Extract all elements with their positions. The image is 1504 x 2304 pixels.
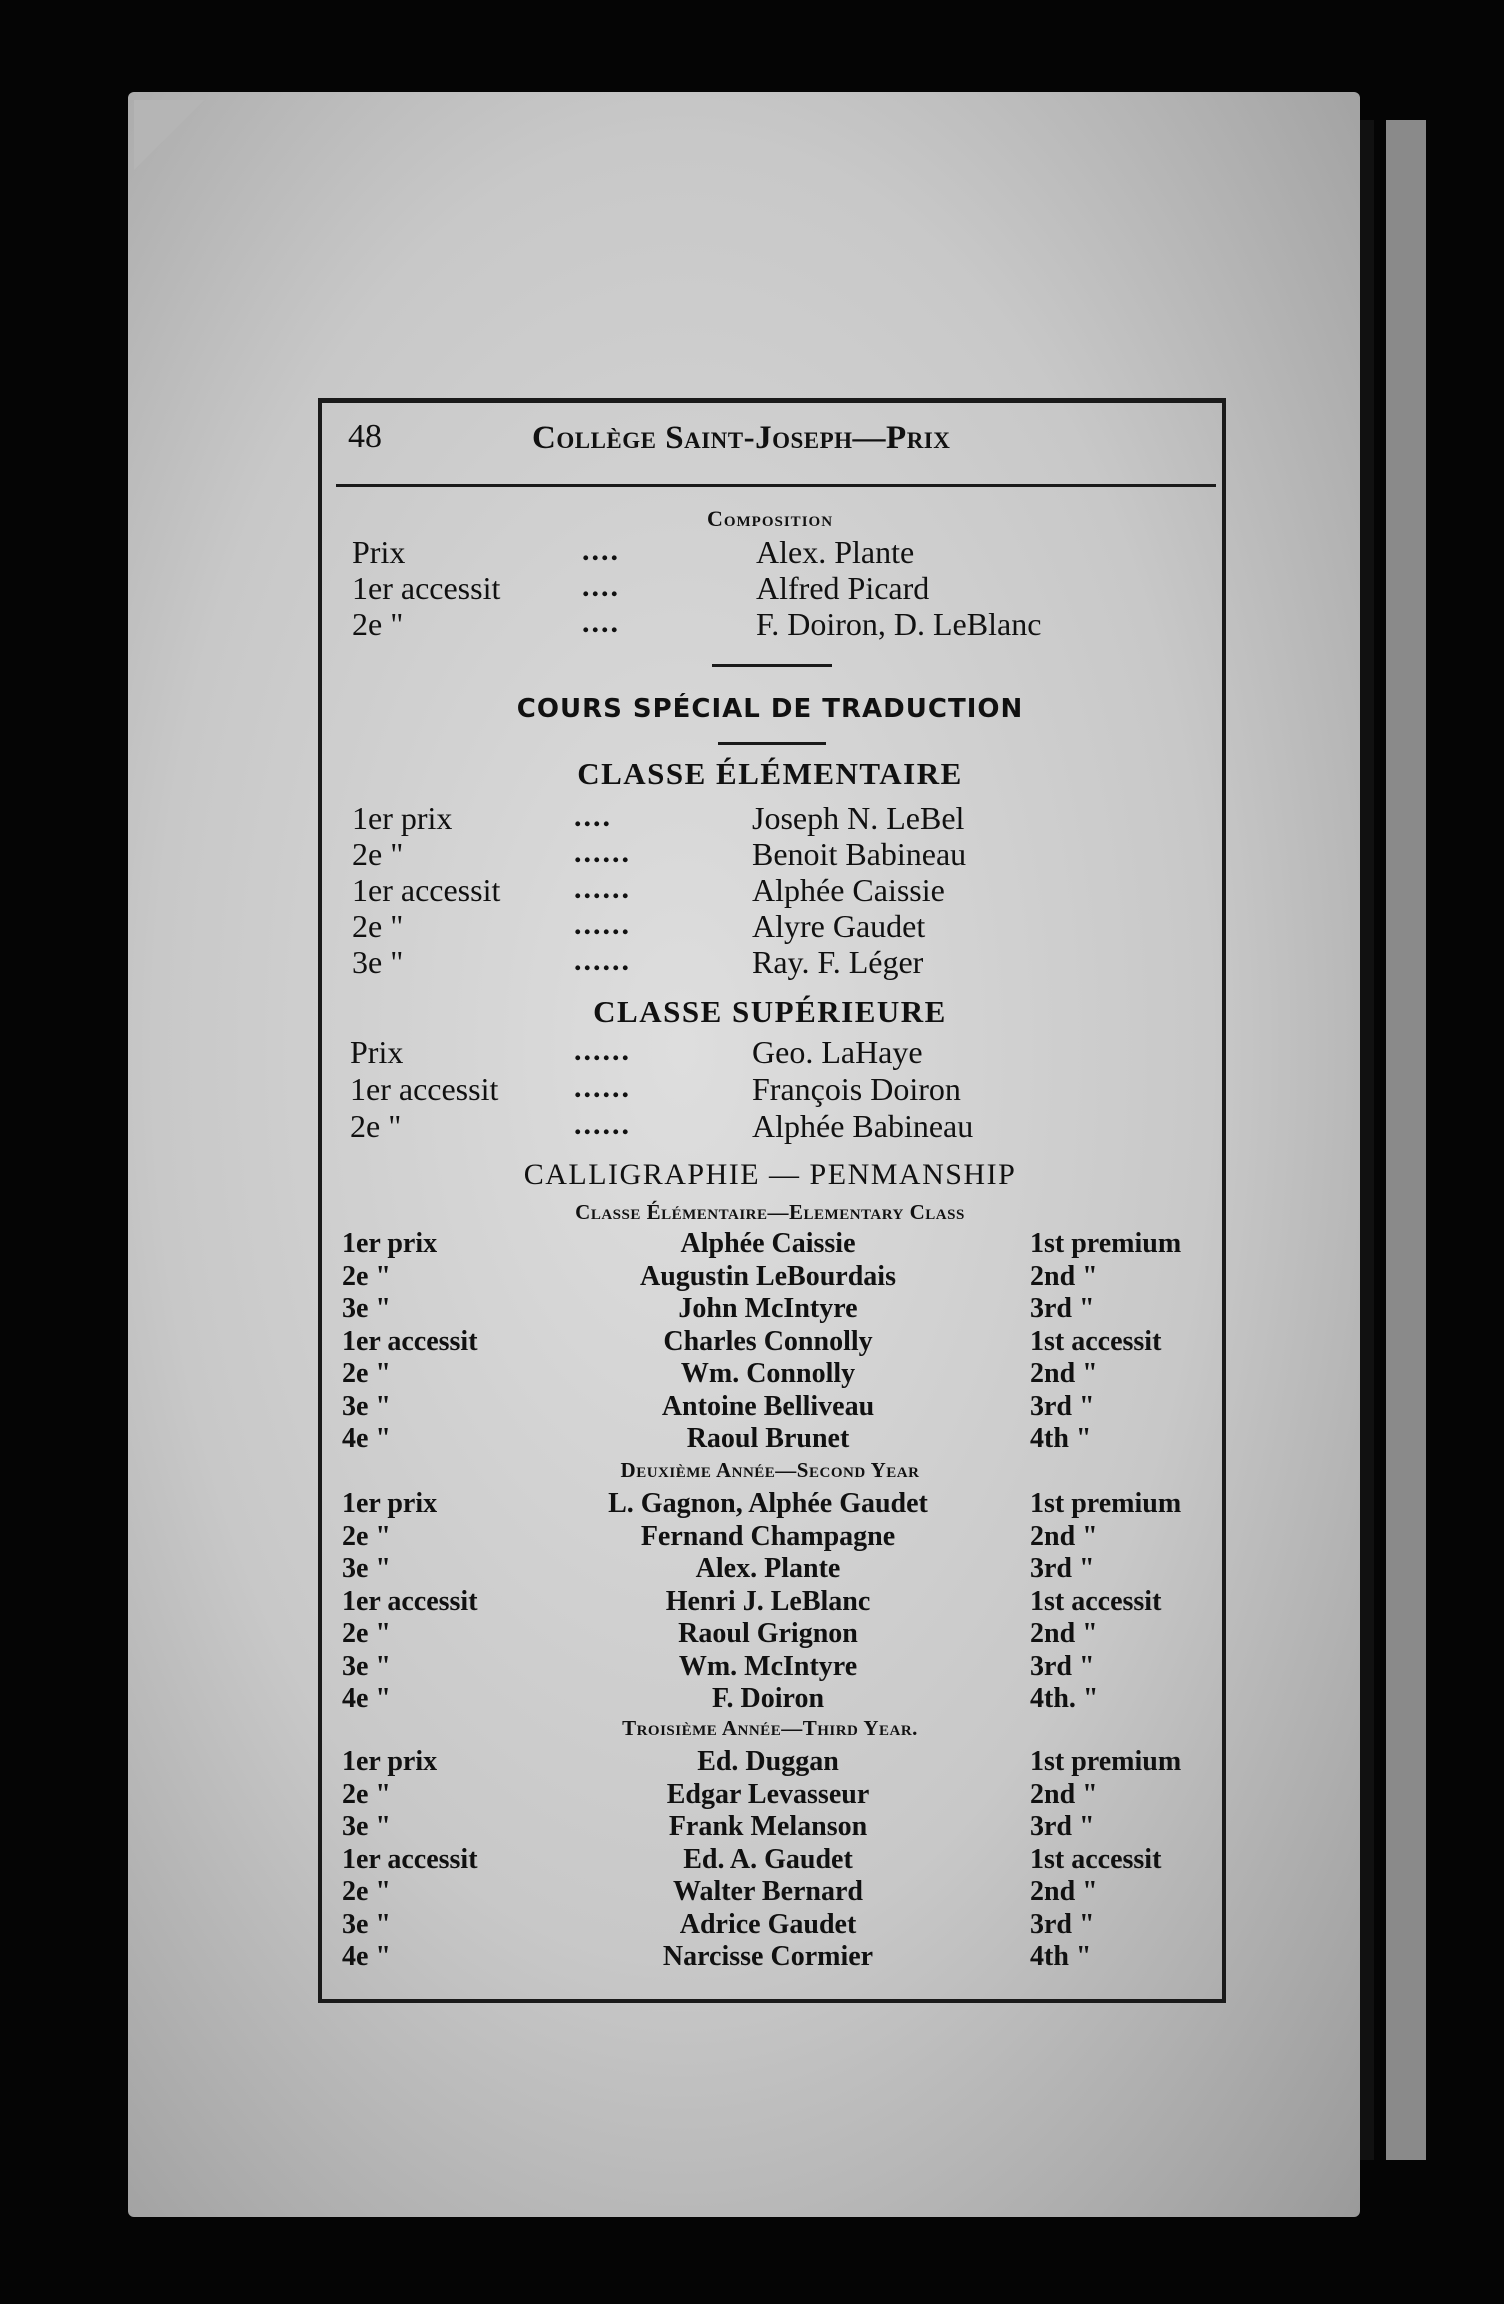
rank-label: 2e " [352,908,404,944]
rank-label: Prix [350,1034,404,1070]
english-rank: 2nd " [1030,1779,1098,1810]
leader-dots: .... [582,606,620,639]
calligraphy-class-heading: Classe Élémentaire—Elementary Class [575,1200,965,1224]
leader-dots: ...... [574,872,631,905]
english-rank: 2nd " [1030,1618,1098,1649]
section-heading-calligraphie: CALLIGRAPHIE — PENMANSHIP [523,1158,1017,1191]
next-page-edge [1386,120,1426,2160]
leader-dots: ...... [574,1034,631,1067]
rank-label: 1er accessit [352,872,501,908]
winner-name: Raoul Brunet [686,1423,850,1454]
winner-name: Alyre Gaudet [752,908,926,944]
rank-label: 2e " [342,1618,391,1649]
page-number: 48 [348,418,382,455]
winner-name: Raoul Grignon [678,1618,858,1649]
calligraphy-class-heading: Troisième Année—Third Year. [622,1716,918,1740]
english-rank: 2nd " [1030,1521,1098,1552]
winner-name: Alphée Caissie [752,872,945,908]
running-title: Collège Saint-Joseph—Prix [532,420,951,456]
rank-label: 1er accessit [350,1071,499,1107]
winner-name: Geo. LaHaye [752,1034,923,1070]
leader-dots: ...... [574,908,631,941]
winner-name: Antoine Belliveau [661,1391,875,1422]
rank-label: 2e " [342,1779,391,1810]
rank-label: 3e " [342,1651,391,1682]
rank-label: 2e " [342,1521,391,1552]
winner-name: Wm. McIntyre [678,1651,858,1682]
english-rank: 1st accessit [1030,1326,1162,1357]
english-rank: 3rd " [1030,1391,1095,1422]
leader-dots: .... [574,800,612,833]
winner-name: Walter Bernard [672,1876,864,1907]
winner-name: Benoit Babineau [752,836,967,872]
rank-label: 1er prix [342,1746,438,1777]
rank-label: 3e " [342,1553,391,1584]
english-rank: 1st premium [1030,1488,1182,1519]
winner-name: Augustin LeBourdais [640,1261,896,1292]
rank-label: 3e " [342,1293,391,1324]
rank-label: 4e " [342,1683,391,1714]
winner-name: L. Gagnon, Alphée Gaudet [608,1488,928,1519]
leader-dots: ...... [574,944,631,977]
winner-name: Alphée Babineau [752,1108,974,1144]
english-rank: 1st premium [1030,1228,1182,1259]
rank-label: 4e " [342,1941,391,1972]
rank-label: Prix [352,534,406,570]
winner-name: Alex. Plante [695,1553,841,1584]
section-divider [718,742,826,745]
english-rank: 3rd " [1030,1811,1095,1842]
folded-corner [134,100,204,170]
subsection-heading-classe-elementaire: CLASSE ÉLÉMENTAIRE [577,756,963,791]
rank-label: 3e " [342,1391,391,1422]
page-header [330,416,1210,462]
winner-name: Narcisse Cormier [662,1941,874,1972]
winner-name: Adrice Gaudet [679,1909,857,1940]
rank-label: 1er accessit [342,1326,478,1357]
english-rank: 1st accessit [1030,1844,1162,1875]
english-rank: 1st premium [1030,1746,1182,1777]
winner-name: Edgar Levasseur [666,1779,870,1810]
calligraphy-class-heading: Deuxième Année—Second Year [620,1458,920,1482]
subsection-heading-classe-superieure: CLASSE SUPÉRIEURE [593,994,947,1029]
rank-label: 2e " [350,1108,402,1144]
leader-dots: ...... [574,1108,631,1141]
winner-name: François Doiron [752,1071,961,1107]
winner-name: Alphée Caissie [680,1228,856,1259]
rank-label: 1er prix [352,800,453,836]
winner-name: Wm. Connolly [680,1358,856,1389]
rank-label: 1er accessit [342,1844,478,1875]
rank-label: 1er prix [342,1488,438,1519]
english-rank: 3rd " [1030,1293,1095,1324]
english-rank: 2nd " [1030,1358,1098,1389]
section-heading-cours-special: COURS SPÉCIAL DE TRADUCTION [516,694,1024,724]
winner-name: Ed. Duggan [697,1746,839,1777]
winner-name: John McIntyre [678,1293,858,1324]
rank-label: 3e " [342,1811,391,1842]
winner-name: Ed. A. Gaudet [683,1844,853,1875]
rank-label: 3e " [352,944,404,980]
english-rank: 1st accessit [1030,1586,1162,1617]
rank-label: 2e " [342,1876,391,1907]
rank-label: 1er prix [342,1228,438,1259]
leader-dots: .... [582,534,620,567]
section-heading-composition: Composition [706,506,834,531]
winner-name: Ray. F. Léger [752,944,924,980]
english-rank: 2nd " [1030,1876,1098,1907]
winner-name: Frank Melanson [668,1811,868,1842]
english-rank: 4th. " [1030,1683,1099,1714]
rank-label: 2e " [342,1261,391,1292]
leader-dots: .... [582,570,620,603]
leader-dots: ...... [574,836,631,869]
winner-name: F. Doiron, D. LeBlanc [756,606,1042,642]
rank-label: 1er accessit [352,570,501,606]
rank-label: 2e " [342,1358,391,1389]
winner-name: Alfred Picard [756,570,930,606]
winner-name: Henri J. LeBlanc [665,1586,871,1617]
leader-dots: ...... [574,1071,631,1104]
english-rank: 2nd " [1030,1261,1098,1292]
rank-label: 2e " [352,606,404,642]
winner-name: Joseph N. LeBel [752,800,965,836]
gutter-shadow [1360,120,1374,2160]
header-rule [336,484,1216,487]
english-rank: 3rd " [1030,1553,1095,1584]
winner-name: Alex. Plante [756,534,915,570]
rank-label: 4e " [342,1423,391,1454]
winner-name: Charles Connolly [663,1326,873,1357]
rank-label: 2e " [352,836,404,872]
rank-label: 1er accessit [342,1586,478,1617]
english-rank: 3rd " [1030,1909,1095,1940]
english-rank: 4th " [1030,1423,1092,1454]
section-divider [712,664,832,667]
english-rank: 4th " [1030,1941,1092,1972]
english-rank: 3rd " [1030,1651,1095,1682]
winner-name: Fernand Champagne [640,1521,896,1552]
winner-name: F. Doiron [711,1683,825,1714]
rank-label: 3e " [342,1909,391,1940]
